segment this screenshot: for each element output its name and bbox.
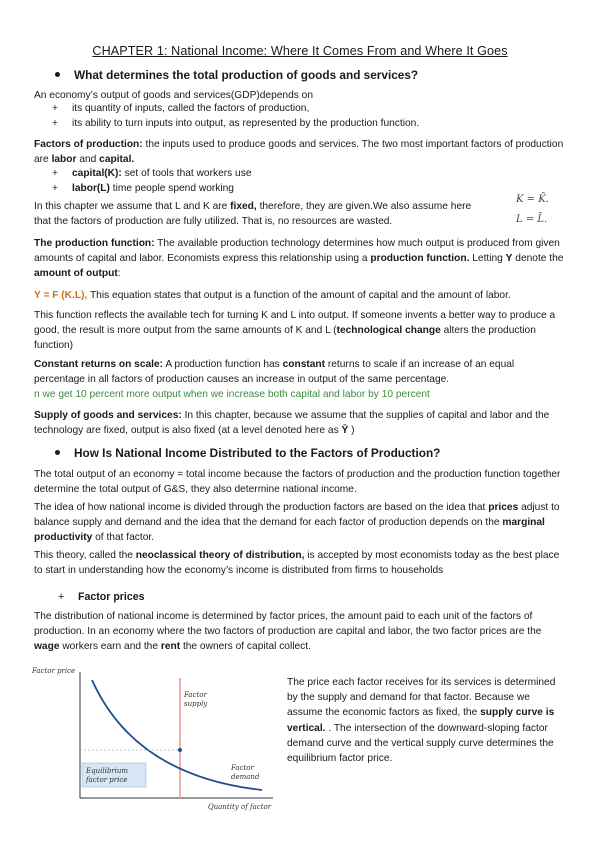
marginal-productivity-paragraph: The idea of how national income is divided through the production factors are based on the idea that prices adjust to balance supply and demand and the idea that the demand for each factor of production depends on the marginal productivity of that factor.	[34, 502, 560, 543]
technology-paragraph: This function reflects the available tech for turning K and L into output. If someone invents a better way to produce a good, the result is more output from the same amounts of K and L (technological change alters the production function)	[34, 310, 556, 351]
section1-heading: What determines the total production of goods and services?	[55, 68, 418, 82]
demand-label-line1: Factor	[231, 764, 254, 772]
supply-paragraph: Supply of goods and services: In this chapter, because we assume that the supplies of capital and labor and the technology are fixed, output is also fixed (at a level denoted here as Ȳ )	[34, 410, 550, 436]
list-item: + its ability to turn inputs into output, as represented by the production function.	[52, 118, 420, 129]
total-output-paragraph: The total output of an economy = total income because the factors of production and the production function together determine the total output of G&S, they also determine national income.	[34, 469, 561, 495]
formula-k: K = K̄.	[516, 194, 549, 205]
list-item: + capital(K): set of tools that workers use	[52, 168, 252, 179]
neoclassical-paragraph: This theory, called the neoclassical theory of distribution, is accepted by most economists today as the best place to start in understanding how the economy’s income is distributed from firms to households	[34, 550, 560, 576]
crs-paragraph: Constant returns on scale: A production function has constant returns to scale if an increase of an equal percentage in all factors of production causes an increase in output of the same percentage. n we get 10 percent more output when we increase both capital and labor by 10 percent	[34, 359, 515, 400]
demand-label-line2: demand	[231, 773, 260, 781]
formula-l: L = L̄.	[516, 214, 548, 225]
bullet-dot	[55, 450, 60, 455]
list-item: + labor(L) time people spend working	[52, 183, 234, 194]
equilibrium-point	[178, 748, 182, 752]
supply-label-line1: Factor	[184, 691, 207, 699]
equilibrium-label-line1: Equilibrium	[86, 767, 129, 775]
supply-label-line2: supply	[184, 700, 208, 708]
factor-prices-paragraph: The distribution of national income is determined by factor prices, the amount paid to each unit of the factors of production. In an economy where the two factors of production are capital and labor, the two factor prices are the wage workers earn and the rent the owners of capital collect.	[34, 611, 542, 652]
factor-prices-heading: + Factor prices	[58, 591, 145, 603]
section2-heading: How Is National Income Distributed to the Factors of Production?	[55, 446, 440, 460]
fixed-paragraph: In this chapter we assume that L and K are fixed, therefore, they are given.We also assume here that the factors of production are fully utilized. That is, no resources are wasted.	[34, 201, 472, 227]
y-axis-label: Factor price	[32, 667, 76, 675]
list-item: + its quantity of inputs, called the factors of production,	[52, 103, 310, 114]
production-function-paragraph: The production function: The available production technology determines how much output is produced from given amounts of capital and labor. Economists express this relationship using a production function. Letting Y denote the amount of output:	[34, 238, 564, 279]
factors-paragraph: Factors of production: the inputs used to produce goods and services. The two most important factors of production are labor and capital.	[34, 139, 564, 165]
page-title: CHAPTER 1: National Income: Where It Comes From and Where It Goes	[92, 44, 508, 58]
equilibrium-label-line2: factor price	[86, 776, 128, 784]
intro-text: An economy’s output of goods and services(GDP)depends on	[34, 90, 314, 101]
factor-price-chart	[30, 664, 280, 814]
x-axis-label: Quantity of factor	[208, 803, 272, 811]
bullet-dot	[55, 72, 60, 77]
equation-paragraph: Y = F (K.L), This equation states that output is a function of the amount of capital and the amount of labor.	[34, 290, 511, 301]
chart-explanation: The price each factor receives for its services is determined by the supply and demand for that factor. Because we assume the economic factors as fixed, the supply curve is vertical. . The intersection of the downward-sloping factor demand curve and the vertical supply curve determines the equilibrium factor price.	[287, 677, 556, 765]
